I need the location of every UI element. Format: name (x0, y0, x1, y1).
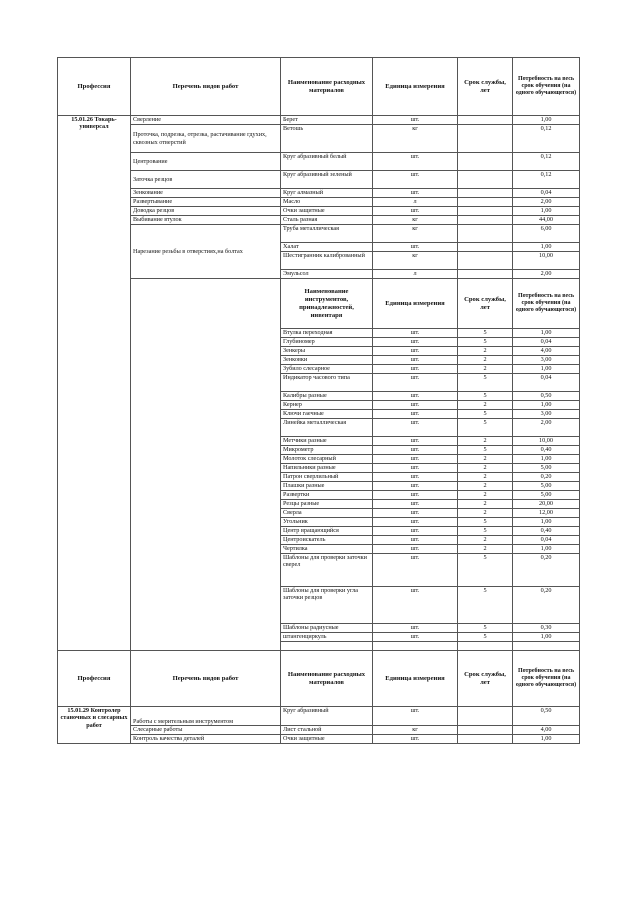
material-need: 0,12 (513, 153, 580, 171)
tool-term: 2 (458, 401, 513, 410)
work-type: Доводка резцов (131, 207, 281, 216)
tool-term: 5 (458, 624, 513, 633)
tool-unit: шт. (373, 410, 458, 419)
tool-need: 0,04 (513, 536, 580, 545)
tool-name: Зубило слесарное (281, 365, 373, 374)
table-header-row (58, 651, 580, 707)
tool-need: 0,20 (513, 473, 580, 482)
tool-unit: шт. (373, 545, 458, 554)
material-unit: шт. (373, 243, 458, 252)
work-type: Контроль качества деталей (131, 735, 281, 744)
material-name: Труба металлическая (281, 225, 373, 243)
material-need: 1,00 (513, 735, 580, 744)
tool-term: 2 (458, 464, 513, 473)
tool-name: Центр вращающийся (281, 527, 373, 536)
material-name: Масло (281, 198, 373, 207)
tool-name: Кернер (281, 401, 373, 410)
table-header-row (58, 58, 580, 116)
material-need: 44,00 (513, 216, 580, 225)
tool-need: 0,40 (513, 527, 580, 536)
tools-header-need: Потребность на весь срок обучения (на одного обучающегося) (513, 279, 580, 329)
tool-need: 5,00 (513, 491, 580, 500)
header-materials: Наименование расходных материалов (281, 651, 373, 707)
tool-name: Шаблоны для проверки заточки сверел (281, 554, 373, 587)
material-term (458, 198, 513, 207)
tool-term: 2 (458, 437, 513, 446)
tool-need: 12,00 (513, 509, 580, 518)
tool-need: 0,20 (513, 587, 580, 624)
tool-name: Сверла (281, 509, 373, 518)
material-need: 1,00 (513, 243, 580, 252)
tool-unit: шт. (373, 401, 458, 410)
material-term (458, 735, 513, 744)
work-type: Развертывание (131, 198, 281, 207)
material-name: Круг абразивный белый (281, 153, 373, 171)
header-unit: Единица измерения (373, 651, 458, 707)
work-type: Зенкование (131, 189, 281, 198)
material-need: 0,04 (513, 189, 580, 198)
tool-term: 5 (458, 338, 513, 347)
material-name: Круг алмазный (281, 189, 373, 198)
tool-name: Центроискатель (281, 536, 373, 545)
tool-need: 0,30 (513, 624, 580, 633)
tools-header-row (58, 279, 580, 329)
tool-need: 0,04 (513, 374, 580, 392)
tool-unit: шт. (373, 356, 458, 365)
tool-need: 1,00 (513, 545, 580, 554)
tool-unit: шт. (373, 464, 458, 473)
tools-header-name: Наименование инструментов, принадлежностей, инвентаря (281, 279, 373, 329)
tool-name: Индикатор часового типа (281, 374, 373, 392)
material-name: Халат (281, 243, 373, 252)
material-unit: шт. (373, 207, 458, 216)
tool-term: 5 (458, 329, 513, 338)
work-type: Заточка резцов (131, 171, 281, 189)
work-type: Центрование (131, 153, 281, 171)
tool-need: 5,00 (513, 482, 580, 491)
table-row (58, 735, 580, 744)
material-need: 1,00 (513, 207, 580, 216)
material-term (458, 171, 513, 189)
material-term (458, 707, 513, 726)
blank-cell (281, 642, 373, 651)
material-unit: кг (373, 125, 458, 153)
tool-need: 10,00 (513, 437, 580, 446)
tool-need: 3,00 (513, 410, 580, 419)
works-blank (131, 279, 281, 651)
tool-unit: шт. (373, 624, 458, 633)
tool-name: штангенциркуль (281, 633, 373, 642)
tool-need: 1,00 (513, 365, 580, 374)
material-name: Эмульсол (281, 270, 373, 279)
tool-unit: шт. (373, 329, 458, 338)
material-name: Сталь разная (281, 216, 373, 225)
tool-need: 0,04 (513, 338, 580, 347)
tool-unit: шт. (373, 365, 458, 374)
table-row (58, 125, 580, 153)
tool-name: Микрометр (281, 446, 373, 455)
material-need: 6,00 (513, 225, 580, 243)
tool-name: Зенковки (281, 356, 373, 365)
material-name: Очки защитные (281, 735, 373, 744)
tool-need: 5,00 (513, 464, 580, 473)
tool-term: 2 (458, 509, 513, 518)
blank-cell (513, 642, 580, 651)
tool-unit: шт. (373, 554, 458, 587)
tool-unit: шт. (373, 374, 458, 392)
tool-term: 5 (458, 554, 513, 587)
tool-unit: шт. (373, 587, 458, 624)
materials-table (57, 57, 580, 744)
tool-unit: шт. (373, 338, 458, 347)
tool-term: 5 (458, 410, 513, 419)
tool-unit: шт. (373, 419, 458, 437)
header-works: Перечень видов работ (131, 58, 281, 116)
tool-need: 1,00 (513, 401, 580, 410)
tool-term: 5 (458, 392, 513, 401)
work-type: Выбивание втулок (131, 216, 281, 225)
tool-need: 2,00 (513, 419, 580, 437)
tool-name: Патрон сверлильный (281, 473, 373, 482)
tool-term: 2 (458, 482, 513, 491)
tool-term: 2 (458, 491, 513, 500)
profession-name: 15.01.26 Токарь-универсал (58, 116, 131, 651)
tool-name: Угольник (281, 518, 373, 527)
header-need: Потребность на весь срок обучения (на одного обучающегося) (513, 651, 580, 707)
material-need: 0,50 (513, 707, 580, 726)
tool-name: Втулка переходная (281, 329, 373, 338)
tool-term: 5 (458, 374, 513, 392)
material-need: 2,00 (513, 270, 580, 279)
material-name: Шестигранник калиброванный (281, 252, 373, 270)
header-profession: Профессия (58, 651, 131, 707)
tool-unit: шт. (373, 473, 458, 482)
material-name: Круг абразивный (281, 707, 373, 726)
tool-term: 2 (458, 473, 513, 482)
tool-unit: шт. (373, 509, 458, 518)
tool-name: Шаблоны для проверки угла заточки резцов (281, 587, 373, 624)
material-name: Берет (281, 116, 373, 125)
material-term (458, 243, 513, 252)
material-unit: шт. (373, 735, 458, 744)
tool-need: 1,00 (513, 633, 580, 642)
table-row (58, 726, 580, 735)
table-row (58, 189, 580, 198)
work-type: Работы с мерительным инструментом (131, 707, 281, 726)
material-unit: шт. (373, 707, 458, 726)
material-name: Круг абразивный зеленый (281, 171, 373, 189)
material-unit: кг (373, 726, 458, 735)
material-term (458, 207, 513, 216)
material-need: 0,12 (513, 171, 580, 189)
tool-term: 2 (458, 365, 513, 374)
tool-name: Плашки разные (281, 482, 373, 491)
material-term (458, 125, 513, 153)
header-works: Перечень видов работ (131, 651, 281, 707)
table-row (58, 198, 580, 207)
tool-unit: шт. (373, 482, 458, 491)
material-unit: л (373, 198, 458, 207)
work-type: Проточка, подрезка, отрезка, растачивание гдухих, сквозных отверстий (131, 125, 281, 153)
tool-unit: шт. (373, 536, 458, 545)
tool-need: 20,00 (513, 500, 580, 509)
material-unit: шт. (373, 171, 458, 189)
material-unit: шт. (373, 153, 458, 171)
material-name: Лист стальной (281, 726, 373, 735)
material-need: 0,12 (513, 125, 580, 153)
tool-unit: шт. (373, 518, 458, 527)
tool-name: Резцы разные (281, 500, 373, 509)
material-term (458, 225, 513, 243)
material-term (458, 726, 513, 735)
blank-cell (373, 642, 458, 651)
tool-term: 2 (458, 347, 513, 356)
tool-need: 0,50 (513, 392, 580, 401)
tool-need: 1,00 (513, 329, 580, 338)
tool-name: Ключи гаечные (281, 410, 373, 419)
material-name: Очки защитные (281, 207, 373, 216)
tool-name: Зенкеры (281, 347, 373, 356)
tool-name: Метчики разные (281, 437, 373, 446)
table-row (58, 116, 580, 125)
tool-name: Глубиномер (281, 338, 373, 347)
material-unit: л (373, 270, 458, 279)
tool-name: Напильники разные (281, 464, 373, 473)
tool-name: Линейка металлическая (281, 419, 373, 437)
tool-term: 2 (458, 545, 513, 554)
tool-name: Калибры разные (281, 392, 373, 401)
work-type: Сверление (131, 116, 281, 125)
tool-term: 2 (458, 536, 513, 545)
tool-need: 3,00 (513, 356, 580, 365)
material-term (458, 252, 513, 270)
tool-unit: шт. (373, 633, 458, 642)
material-term (458, 216, 513, 225)
tool-need: 1,00 (513, 455, 580, 464)
tool-name: Чертилка (281, 545, 373, 554)
tool-term: 5 (458, 446, 513, 455)
table-row (58, 171, 580, 189)
material-term (458, 153, 513, 171)
tool-unit: шт. (373, 455, 458, 464)
tool-unit: шт. (373, 437, 458, 446)
material-unit: кг (373, 225, 458, 243)
tool-term: 2 (458, 500, 513, 509)
tool-unit: шт. (373, 527, 458, 536)
work-type: Нарезание резьбы в отверстиях,на болтах (131, 225, 281, 279)
table-row (58, 207, 580, 216)
header-profession: Профессия (58, 58, 131, 116)
tool-name: Молоток слесарный (281, 455, 373, 464)
tool-need: 0,20 (513, 554, 580, 587)
document-sheet (57, 57, 579, 744)
material-need: 10,00 (513, 252, 580, 270)
header-term: Срок службы, лет (458, 651, 513, 707)
tool-term: 5 (458, 587, 513, 624)
tool-term: 2 (458, 455, 513, 464)
tool-unit: шт. (373, 446, 458, 455)
material-term (458, 116, 513, 125)
profession-name: 15.01.29 Контролер станочных и слесарных работ (58, 707, 131, 744)
material-unit: кг (373, 252, 458, 270)
work-type: Слесарные работы (131, 726, 281, 735)
tool-need: 1,00 (513, 518, 580, 527)
table-row (58, 153, 580, 171)
table-row (58, 225, 580, 243)
tools-header-term: Срок службы, лет (458, 279, 513, 329)
material-unit: шт. (373, 189, 458, 198)
material-need: 4,00 (513, 726, 580, 735)
table-row (58, 707, 580, 726)
tool-name: Шаблоны радиусные (281, 624, 373, 633)
material-need: 2,00 (513, 198, 580, 207)
tool-unit: шт. (373, 347, 458, 356)
tool-need: 0,40 (513, 446, 580, 455)
material-unit: кг (373, 216, 458, 225)
tool-unit: шт. (373, 500, 458, 509)
tools-header-unit: Единица измерения (373, 279, 458, 329)
tool-term: 5 (458, 633, 513, 642)
tool-term: 5 (458, 518, 513, 527)
tool-need: 4,00 (513, 347, 580, 356)
material-name: Ветошь (281, 125, 373, 153)
tool-unit: шт. (373, 491, 458, 500)
tool-name: Развертки (281, 491, 373, 500)
table-row (58, 216, 580, 225)
tool-unit: шт. (373, 392, 458, 401)
material-term (458, 270, 513, 279)
header-materials: Наименование расходных материалов (281, 58, 373, 116)
material-need: 1,00 (513, 116, 580, 125)
header-term: Срок службы, лет (458, 58, 513, 116)
tool-term: 5 (458, 527, 513, 536)
tool-term: 5 (458, 419, 513, 437)
header-unit: Единица измерения (373, 58, 458, 116)
material-unit: шт. (373, 116, 458, 125)
material-term (458, 189, 513, 198)
tool-term: 2 (458, 356, 513, 365)
header-need: Потребность на весь срок обучения (на одного обучающегося) (513, 58, 580, 116)
blank-cell (458, 642, 513, 651)
